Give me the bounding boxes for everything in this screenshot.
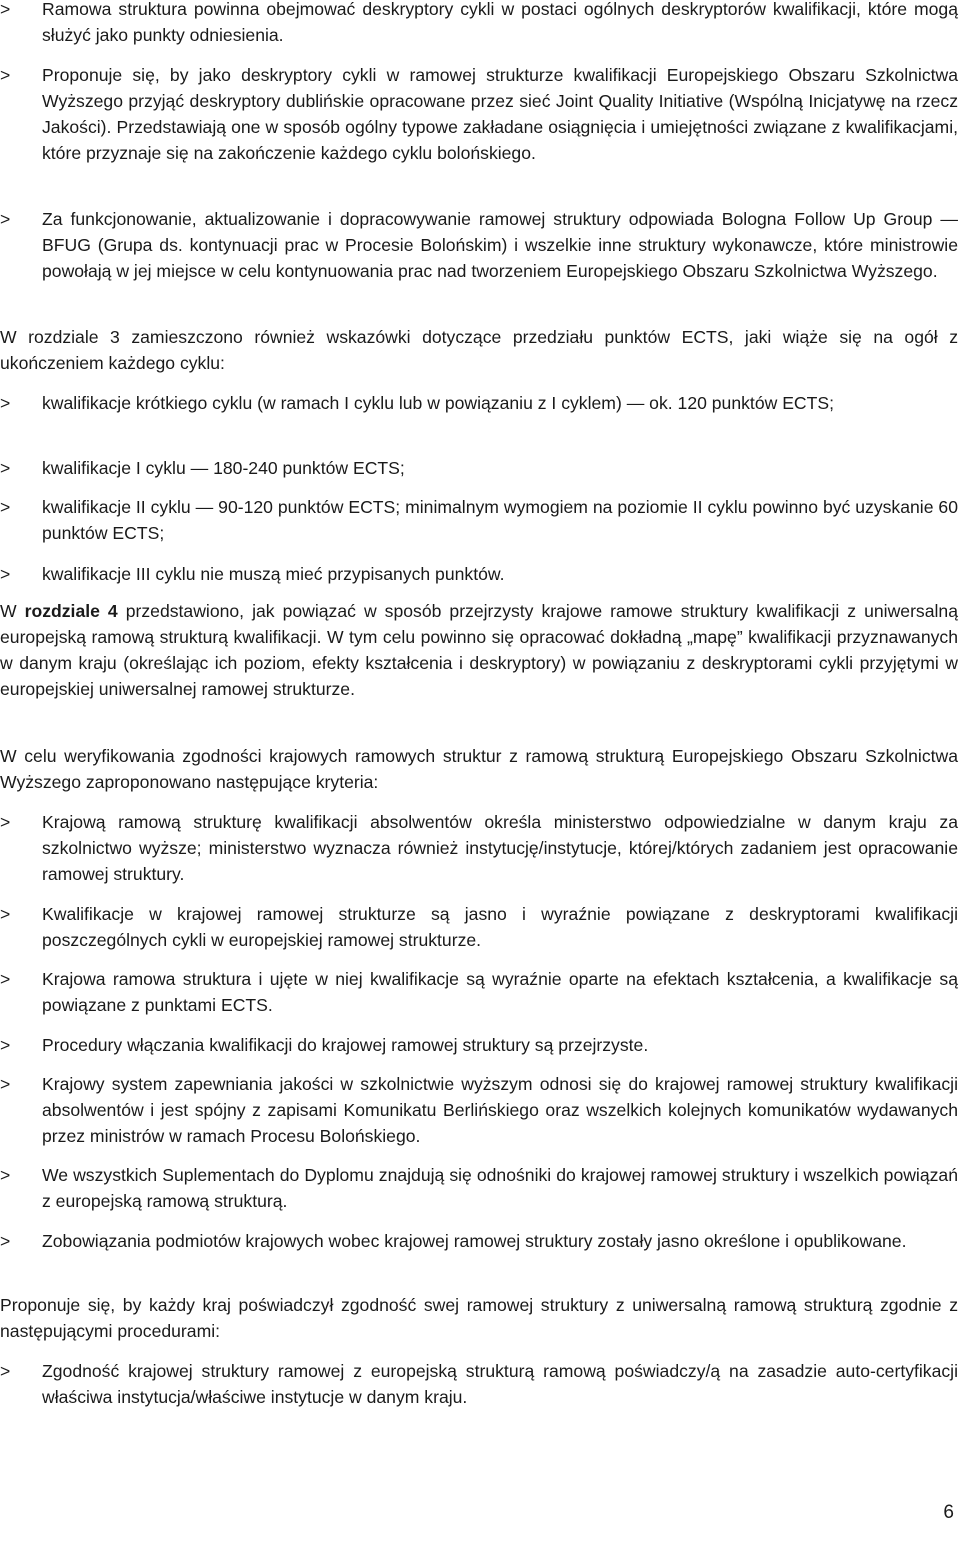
bullet-marker: > <box>0 497 11 517</box>
list-item-text: Krajową ramową strukturę kwalifikacji absolwentów określa ministerstwo odpowiedzialne w danym kraju za szkolnictwo wyższe; ministerstwo wyznacza również instytucję/instytucje, której/których zadaniem jest opracowanie ramowej struktury. <box>42 812 958 884</box>
list-item-text: Zgodność krajowej struktury ramowej z europejską strukturą ramową poświadczy/ą na zasadzie auto-certyfikacji właściwa instytucja/właściwe instytucje w danym kraju. <box>42 1361 958 1407</box>
list-item-text: Zobowiązania podmiotów krajowych wobec krajowej ramowej struktury zostały jasno określone i opublikowane. <box>42 1231 907 1251</box>
list-item <box>0 390 958 416</box>
list-item-text: Proponuje się, by jako deskryptory cykli w ramowej strukturze kwalifikacji Europejskiego Obszaru Szkolnictwa Wyższego przyjąć deskryptory dublińskie opracowane przez sieć Joint Quality Initiative (Wspólną Inicjatywę na rzecz Jakości). Przedstawiają one w sposób ogólny typowe zakładane osiągnięcia i umiejętności związane z kwalifikacjami, które przyznaje się na zakończenie każdego cyklu bolońskiego. <box>42 65 958 163</box>
list-item <box>0 1071 958 1149</box>
bullet-marker: > <box>0 209 11 229</box>
paragraph-criteria: W celu weryfikowania zgodności krajowych ramowych struktur z ramową strukturą Europejskiego Obszaru Szkolnictwa Wyższego zaproponowano następujące kryteria: <box>0 746 958 792</box>
paragraph-ects: W rozdziale 3 zamieszczono również wskazówki dotyczące przedziału punktów ECTS, jaki wiąże się na ogół z ukończeniem każdego cyklu: <box>0 327 958 373</box>
list-item-text: Procedury włączania kwalifikacji do krajowej ramowej struktury są przejrzyste. <box>42 1035 649 1055</box>
list-item <box>0 901 958 953</box>
list-item-text: Ramowa struktura powinna obejmować deskryptory cykli w postaci ogólnych deskryptorów kwalifikacji, które mogą służyć jako punkty odniesienia. <box>42 0 958 45</box>
list-item-text: Kwalifikacje w krajowej ramowej strukturze są jasno i wyraźnie powiązane z deskryptorami kwalifikacji poszczególnych cykli w europejskiej ramowej strukturze. <box>42 904 958 950</box>
list-item <box>0 809 958 887</box>
list-item <box>0 206 958 284</box>
bullet-marker: > <box>0 564 11 584</box>
list-item-text: Za funkcjonowanie, aktualizowanie i dopracowywanie ramowej struktury odpowiada Bologna Follow Up Group — BFUG (Grupa ds. kontynuacji prac w Procesie Bolońskim) i wszelkie inne struktury wykonawcze, które ministrowie powołają w jej miejsce w celu kontynuowania prac nad tworzeniem Europejskiego Obszaru Szkolnictwa Wyższego. <box>42 209 958 281</box>
bullet-marker: > <box>0 393 11 413</box>
paragraph-chapter-4 <box>0 598 958 702</box>
list-item-text: kwalifikacje krótkiego cyklu (w ramach I cyklu lub w powiązaniu z I cyklem) — ok. 120 punktów ECTS; <box>42 393 835 413</box>
bullet-marker: > <box>0 1035 11 1055</box>
bullet-marker: > <box>0 0 11 19</box>
list-item <box>0 1228 958 1254</box>
bullet-marker: > <box>0 904 11 924</box>
bullet-marker: > <box>0 812 11 832</box>
page-number: 6 <box>943 1502 954 1523</box>
list-item-text: Krajowy system zapewniania jakości w szkolnictwie wyższym odnosi się do krajowej ramowej struktury kwalifikacji absolwentów i jest spójny z zapisami Komunikatu Berlińskiego oraz wszelkich kolejnych komunikatów wydawanych przez ministrów w ramach Procesu Bolońskiego. <box>42 1074 958 1146</box>
list-item-text: kwalifikacje I cyklu — 180-240 punktów ECTS; <box>42 458 405 478</box>
list-item <box>0 1358 958 1410</box>
paragraph-chapter-4-body: przedstawiono, jak powiązać w sposób przejrzysty krajowe ramowe struktury kwalifikacji z uniwersalną europejską ramową strukturą kwalifikacji. W tym celu powinno się opracować dokładną „mapę” kwalifikacji przyznawanych w danym kraju (określając ich poziom, efekty kształcenia i deskryptory) w powiązaniu z deskryptorami cykli przyjętymi w europejskiej uniwersalnej ramowej strukturze. <box>0 601 958 699</box>
paragraph-certification: Proponuje się, by każdy kraj poświadczył zgodność swej ramowej struktury z uniwersalną ramową strukturą zgodnie z następującymi procedurami: <box>0 1295 958 1341</box>
bullet-marker: > <box>0 1074 11 1094</box>
list-item <box>0 1032 958 1058</box>
list-item-text: We wszystkich Suplementach do Dyplomu znajdują się odnośniki do krajowej ramowej struktury i wszelkich powiązań z europejską ramową strukturą. <box>42 1165 958 1211</box>
list-item <box>0 966 958 1018</box>
paragraph-chapter-4-bold: rozdziale 4 <box>24 601 118 621</box>
bullet-marker: > <box>0 458 11 478</box>
paragraph-chapter-4-lead: W <box>0 601 25 621</box>
list-item <box>0 561 958 587</box>
bullet-marker: > <box>0 65 11 85</box>
bullet-marker: > <box>0 969 11 989</box>
list-item <box>0 0 958 48</box>
list-item-text: kwalifikacje II cyklu — 90-120 punktów ECTS; minimalnym wymogiem na poziomie II cyklu powinno być uzyskanie 60 punktów ECTS; <box>42 497 958 543</box>
bullet-marker: > <box>0 1231 11 1251</box>
list-item <box>0 1162 958 1214</box>
list-item-text: kwalifikacje III cyklu nie muszą mieć przypisanych punktów. <box>42 564 505 584</box>
bullet-marker: > <box>0 1165 11 1185</box>
list-item <box>0 62 958 166</box>
bullet-marker: > <box>0 1361 11 1381</box>
list-item <box>0 455 958 481</box>
list-item <box>0 494 958 546</box>
list-item-text: Krajowa ramowa struktura i ujęte w niej kwalifikacje są wyraźnie oparte na efektach kształcenia, a kwalifikacje są powiązane z punktami ECTS. <box>42 969 958 1015</box>
